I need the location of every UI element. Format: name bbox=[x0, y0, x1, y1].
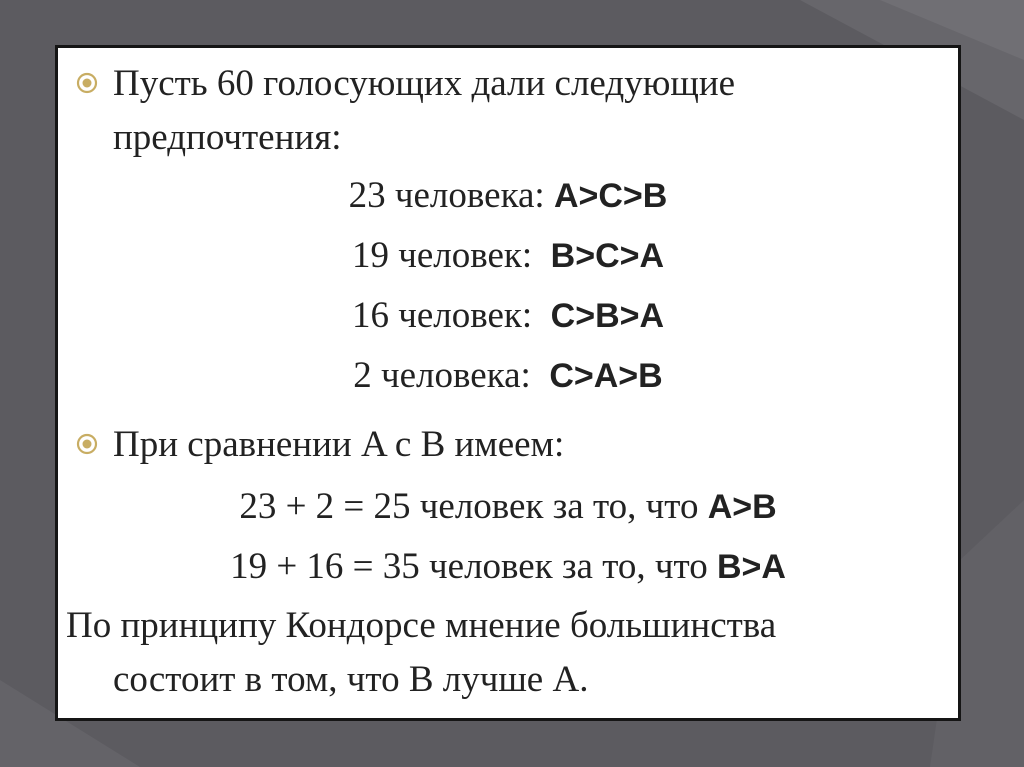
comparison-row-2 bbox=[58, 545, 958, 589]
preference-row-2 bbox=[58, 234, 958, 278]
conclusion-line-2: состоит в том, что B лучше A. bbox=[113, 659, 589, 700]
comparison-order: B>A bbox=[716, 548, 786, 586]
target-bullet-icon bbox=[76, 72, 98, 94]
preference-count: 2 человека: bbox=[353, 355, 531, 396]
target-bullet-icon bbox=[76, 433, 98, 455]
slide-content bbox=[55, 45, 961, 721]
conclusion-line-1: По принципу Кондорсе мнение большинства bbox=[66, 605, 777, 646]
preference-row-3 bbox=[58, 294, 958, 338]
comparison-order: A>B bbox=[707, 488, 777, 526]
comparison-text: 23 + 2 = 25 человек за то, что bbox=[239, 486, 699, 527]
preference-order: B>C>A bbox=[550, 237, 665, 275]
preference-order: A>C>B bbox=[553, 177, 668, 215]
preference-count: 16 человек: bbox=[351, 295, 533, 336]
preference-row-1 bbox=[58, 174, 958, 218]
bullet-1-line-2: предпочтения: bbox=[113, 117, 342, 158]
bullet-1-line-1: Пусть 60 голосующих дали следующие bbox=[113, 63, 736, 104]
preference-order: C>B>A bbox=[550, 297, 665, 335]
preference-count: 23 человека: bbox=[348, 175, 545, 216]
comparison-text: 19 + 16 = 35 человек за то, что bbox=[230, 546, 708, 587]
bullet-2-line: При сравнении A с B имеем: bbox=[113, 424, 565, 465]
comparison-row-1 bbox=[58, 485, 958, 529]
preference-row-4 bbox=[58, 354, 958, 398]
preference-count: 19 человек: bbox=[351, 235, 533, 276]
preference-order: C>A>B bbox=[549, 357, 663, 395]
